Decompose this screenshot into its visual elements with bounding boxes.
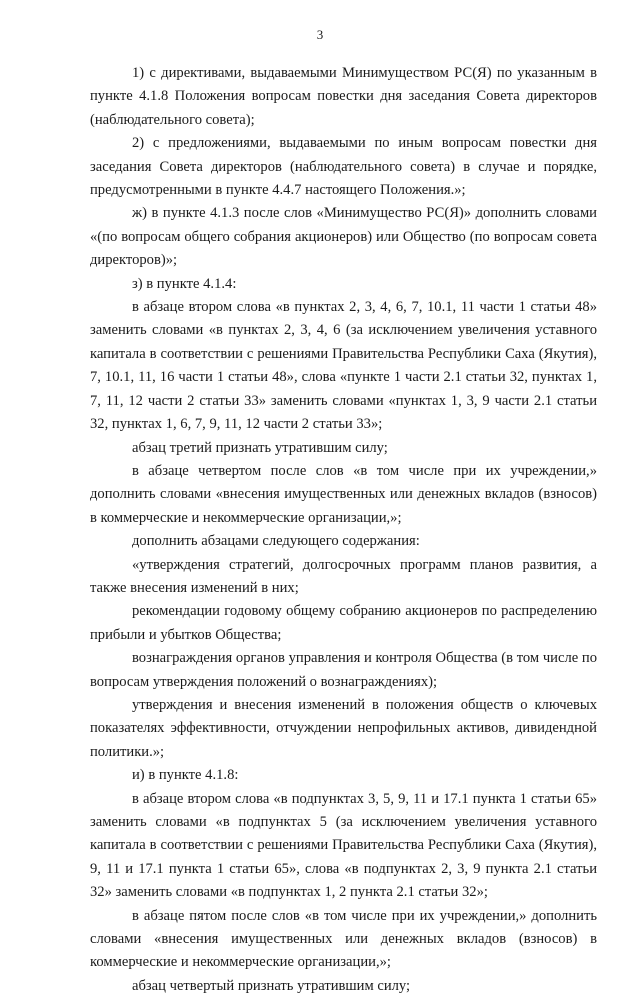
- paragraph: абзац третий признать утратившим силу;: [132, 439, 388, 456]
- page-number: 3: [316, 27, 324, 42]
- paragraph: в абзаце пятом после слов «в том числе при их учреждении,» дополнить словами «внесения имущественных или денежных вкладов (взносов) в коммерческие и некоммерческие организации,»;: [90, 907, 597, 971]
- paragraph: з) в пункте 4.1.4:: [132, 275, 237, 292]
- paragraph: 1) с директивами, выдаваемыми Минимуществом РС(Я) по указанным в пункте 4.1.8 Положения вопросам повестки дня заседания Совета директоров (наблюдательного совета);: [90, 65, 597, 128]
- paragraph: 2) с предложениями, выдаваемыми по иным вопросам повестки дня заседания Совета директоров (наблюдательного совета) в случае и порядке, предусмотренными в пункте 4.4.7 настоящего Положения.»;: [90, 135, 597, 199]
- paragraph: абзац четвертый признать утратившим силу;: [132, 977, 411, 994]
- paragraph: ж) в пункте 4.1.3 после слов «Минимущество РС(Я)» дополнить словами «(по вопросам общего собрания акционеров) или Общество (по вопросам совета директоров)»;: [90, 205, 597, 269]
- paragraph: утверждения и внесения изменений в положения обществ о ключевых показателях эффективности, отчуждении непрофильных активов, дивидендной политики.»;: [90, 696, 597, 760]
- paragraph: дополнить абзацами следующего содержания:: [132, 533, 420, 550]
- paragraph: в абзаце втором слова «в пунктах 2, 3, 4, 6, 7, 10.1, 11 части 1 статьи 48» заменить словами «в пунктах 2, 3, 4, 6 (за исключением увеличения уставного капитала в соответствии с решениями Правительства Республики Саха (Якутия), 7, 10.1, 11, 16 части 1 статьи 48», слова «пункте 1 части 2.1 статьи 32, пунктах 1, 7, 11, 12 части 2 статьи 33» заменить словами «пунктах 1, 3, 9 части 2.1 статьи 32, пунктах 1, 6, 7, 9, 11, 12 части 2 статьи 33»;: [90, 299, 597, 433]
- paragraph: вознаграждения органов управления и контроля Общества (в том числе по вопросам утверждения положений о вознаграждениях);: [90, 650, 597, 690]
- paragraph: и) в пункте 4.1.8:: [132, 767, 239, 784]
- paragraph: в абзаце четвертом после слов «в том числе при их учреждении,» дополнить словами «внесения имущественных или денежных вкладов (взносов) в коммерческие и некоммерческие организации,»;: [90, 462, 597, 526]
- document-body: [90, 62, 597, 998]
- paragraph: «утверждения стратегий, долгосрочных программ планов развития, а также внесения изменений в них;: [90, 556, 597, 596]
- paragraph: в абзаце втором слова «в подпунктах 3, 5, 9, 11 и 17.1 пункта 1 статьи 65» заменить словами «в подпунктах 5 (за исключением увеличения уставного капитала в соответствии с решениями Правительства Республики Саха (Якутия), 9, 11 и 17.1 пункта 1 статьи 65», слова «в подпунктах 2, 3, 9 пункта 2.1 статьи 32» заменить словами «в подпунктах 1, 2 пункта 2.1 статьи 32»;: [90, 790, 597, 901]
- paragraph: рекомендации годовому общему собранию акционеров по распределению прибыли и убытков Общества;: [90, 603, 597, 643]
